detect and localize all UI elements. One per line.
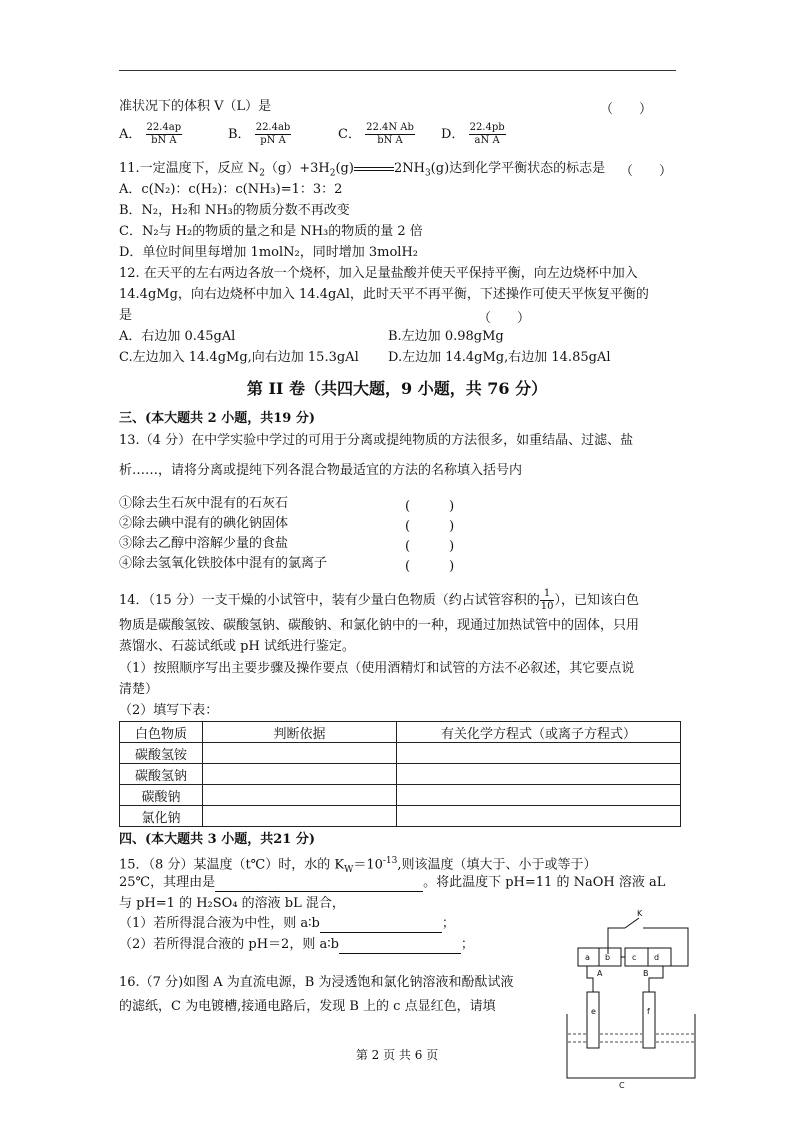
q14-fraction: $\frac{1}{10}$ <box>540 588 554 612</box>
q13-item-4-paren: ( ) <box>405 559 455 574</box>
q11-option-d: D．单位时间里每增加 1molN₂，同时增加 3molH₂ <box>119 245 418 260</box>
header-rule <box>119 70 676 71</box>
q11-option-c: C．N₂与 H₂的物质的量之和是 NH₃的物质的量 2 倍 <box>119 224 423 239</box>
q13-item-2: ②除去碘中混有的碘化钠固体 <box>119 516 289 531</box>
table-cell-substance: 碳酸氢铵 <box>120 743 203 764</box>
q12-option-a: A．右边加 0.45gAl <box>119 329 236 344</box>
table-cell-basis[interactable] <box>203 806 397 827</box>
q12-option-c: C.左边加入 14.4gMg,向右边加 15.3gAl <box>119 350 359 365</box>
electrode-e-label: e <box>591 1007 596 1016</box>
q10-answer-paren: （ ） <box>600 102 653 117</box>
part2-title: 第 II 卷（共四大题，9 小题，共 76 分） <box>246 379 548 398</box>
point-c-label: c <box>632 953 637 962</box>
table-cell-equation[interactable] <box>397 743 681 764</box>
q10-option-b: B． $\frac{22.4ab}{\text{pN A}}$ <box>228 122 291 146</box>
electrode-f-label: f <box>647 1007 650 1016</box>
switch-label: K <box>637 909 643 918</box>
table-row <box>120 785 681 806</box>
table-cell-equation[interactable] <box>397 785 681 806</box>
table-cell-equation[interactable] <box>397 806 681 827</box>
table-cell-equation[interactable] <box>397 764 681 785</box>
q14-line3: 蒸馏水、石蕊试纸或 pH 试纸进行鉴定。 <box>119 639 355 654</box>
q10-stem: 准状况下的体积 V（L）是 <box>119 99 272 114</box>
table-row <box>120 743 681 764</box>
q13-item-2-paren: ( ) <box>405 519 455 534</box>
q12-line2: 14.4gMg，向右边烧杯中加入 14.4gAl，此时天平不再平衡，下述操作可使天平恢复平衡的 <box>119 287 649 302</box>
q11-option-a: A．c(N₂)：c(H₂)：c(NH₃)=1：3：2 <box>119 182 343 197</box>
table-row <box>120 764 681 785</box>
q13-item-4: ④除去氢氧化铁胶体中混有的氯离子 <box>119 556 328 571</box>
table-cell-basis[interactable] <box>203 764 397 785</box>
q12-option-b: B.左边加 0.98gMg <box>388 329 504 344</box>
table-cell-substance: 碳酸钠 <box>120 785 203 806</box>
table-header-cell: 判断依据 <box>203 722 397 743</box>
q13-item-1-paren: ( ) <box>405 499 455 514</box>
q12-answer-paren: （ ） <box>478 311 531 326</box>
q12-line1: 12. 在天平的左右两边各放一个烧杯，加入足量盐酸并使天平保持平衡，向左边烧杯中加入 <box>119 266 638 281</box>
q12-line3: 是 <box>119 308 133 323</box>
switch-blade <box>625 918 639 928</box>
filter-paper-label: B <box>643 969 649 978</box>
q11-option-b: B．N₂，H₂和 NH₃的物质分数不再改变 <box>119 203 350 218</box>
q14-answer-table <box>119 721 681 827</box>
q13-item-1: ①除去生石灰中混有的石灰石 <box>119 496 289 511</box>
q13-item-3: ③除去乙醇中溶解少量的食盐 <box>119 536 289 551</box>
q13-item-3-paren: ( ) <box>405 539 455 554</box>
equilibrium-arrow-icon <box>354 164 394 174</box>
table-header-cell: 有关化学方程式（或离子方程式） <box>397 722 681 743</box>
table-header-row <box>120 722 681 743</box>
q10-option-a: A． $\frac{22.4ap}{\text{bN A}}$ <box>119 122 182 146</box>
q15-reason-blank[interactable] <box>215 877 423 892</box>
table-header-cell: 白色物质 <box>120 722 203 743</box>
q14-line2: 物质是碳酸氢铵、碳酸氢钠、碳酸钠、和氯化钠中的一种，现通过加热试管中的固体，只用 <box>119 618 640 633</box>
q15-line1: 15．（8 分）某温度（t℃）时，水的 $K_W=10^{-13}$,则该温度（填大于、小于或等于） <box>119 856 597 875</box>
q11-answer-paren: （ ） <box>620 164 673 179</box>
q16-line2: 的滤纸，C 为电镀槽,接通电路后，发现 B 上的 c 点显红色，请填 <box>119 999 496 1014</box>
q14-sub1-line1: （1）按照顺序写出主要步骤及操作要点（使用酒精灯和试管的方法不必叙述，其它要点说 <box>119 661 635 676</box>
q13-line1: 13.（4 分）在中学实验中学过的可用于分离或提纯物质的方法很多，如重结晶、过滤、盐 <box>119 433 634 448</box>
q13-line2: 析……，请将分离或提纯下列各混合物最适宜的方法的名称填入括号内 <box>119 463 523 478</box>
q15-line3: 与 pH=1 的 H₂SO₄ 的溶液 bL 混合， <box>119 896 345 911</box>
q16-line1: 16.（7 分)如图 A 为直流电源，B 为浸透饱和氯化钠溶液和酚酞试液 <box>119 975 514 990</box>
power-source-label: A <box>597 969 603 978</box>
table-cell-substance: 氯化钠 <box>120 806 203 827</box>
q15-sub1: （1）若所得混合液为中性，则 a∶b ； <box>119 916 455 931</box>
q15-sub2: （2）若所得混合液的 pH＝2，则 a∶b ； <box>119 937 474 952</box>
q15-sub2-blank[interactable] <box>339 939 461 954</box>
q10-option-c: C． $\frac{\text{22.4N Ab}}{\text{bN A}}$ <box>338 122 414 146</box>
terminal-b-label: b <box>605 953 611 962</box>
section4-heading: 四、(本大题共 3 小题，共21 分) <box>119 832 316 847</box>
q15-sub1-blank[interactable] <box>320 918 442 933</box>
q10-option-d: D． $\frac{22.4pb}{\text{aN A}}$ <box>441 122 505 146</box>
q14-sub2: （2）填写下表： <box>119 703 219 718</box>
q12-option-d: D.左边加 14.4gMg,右边加 14.85gAl <box>388 350 611 365</box>
q11-stem: 11.一定温度下，反应 $N_2(g)+3H_2(g)$ $2NH_3(g)$达到化学平衡状态的标志是 <box>119 161 606 179</box>
q15-line2: 25℃，其理由是 。将此温度下 pH=11 的 NaOH 溶液 aL <box>119 875 666 890</box>
q14-sub1-line2: 清楚） <box>119 682 159 697</box>
page-footer: 第 2 页 共 6 页 <box>355 1048 439 1062</box>
tank-label: C <box>619 1081 625 1088</box>
table-cell-substance: 碳酸氢钠 <box>120 764 203 785</box>
section3-heading: 三、(本大题共 2 小题，共19 分) <box>119 411 316 426</box>
table-cell-basis[interactable] <box>203 743 397 764</box>
q14-line1: 14．（15 分）一支干燥的小试管中，装有少量白色物质（约占试管容积的 $\frac{1}{10}$ ），已知该白色 <box>119 588 639 612</box>
table-cell-basis[interactable] <box>203 785 397 806</box>
table-row <box>120 806 681 827</box>
terminal-a-label: a <box>585 953 590 962</box>
point-d-label: d <box>654 953 660 962</box>
